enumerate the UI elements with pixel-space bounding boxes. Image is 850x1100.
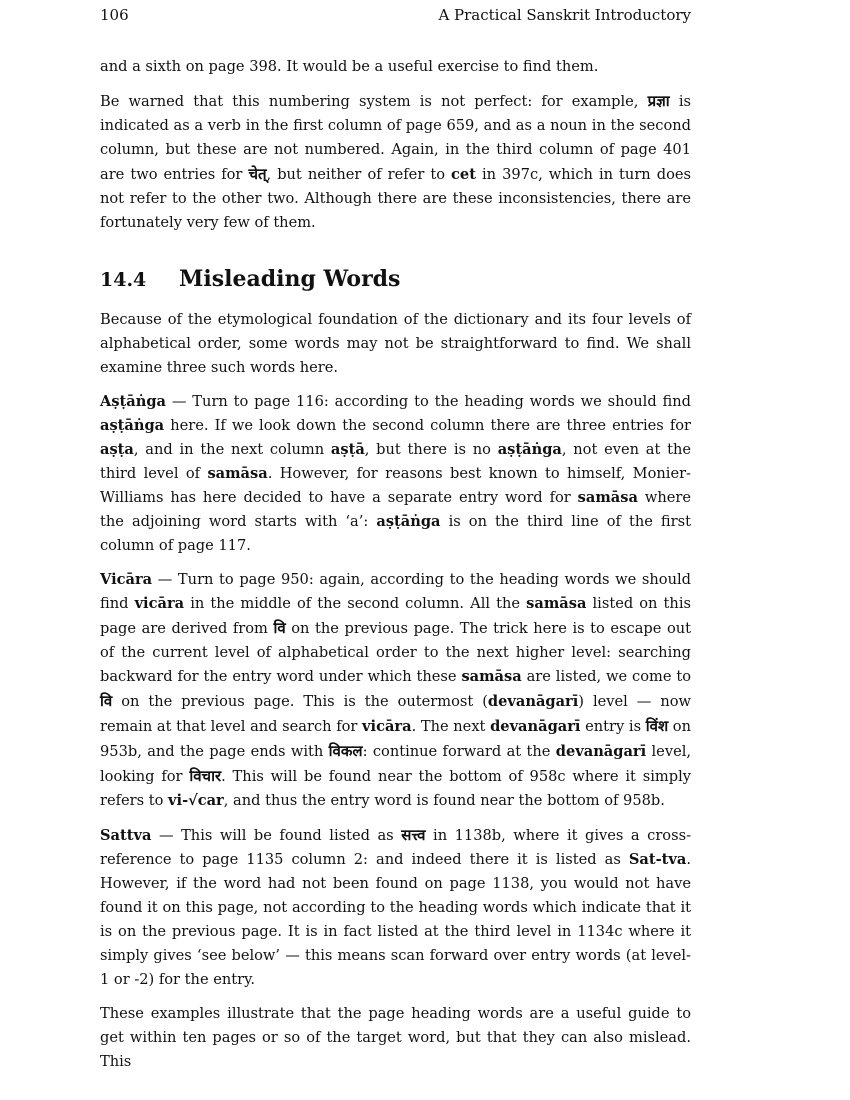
section-heading <box>100 261 691 298</box>
text: : continue forward at the <box>362 743 556 760</box>
bold-term: devanāgarī <box>490 718 581 735</box>
paragraph-sattva <box>100 823 691 992</box>
devanagari-word: प्रज्ञा <box>647 92 670 110</box>
text: on the previous page. This is the outermost ( <box>112 693 488 710</box>
bold-term: Sat-tva <box>628 851 687 868</box>
devanagari-word: सत्त्व <box>401 826 426 844</box>
text: entry is <box>580 718 646 735</box>
text: and a sixth on page 398. It would be a useful exercise to find them. <box>100 58 599 75</box>
text: — Turn to page 950: again, according to the heading words we should find <box>100 571 691 612</box>
running-header <box>100 6 691 26</box>
bold-term: samāsa <box>207 465 268 482</box>
bold-term: aṣṭā <box>330 441 365 458</box>
devanagari-word: विकल <box>328 742 363 760</box>
text: listed on this page are derived from <box>100 595 691 637</box>
bold-term: vi-√car <box>168 792 224 809</box>
section-number: 14.4 <box>100 269 147 291</box>
bold-term: cet <box>451 166 476 183</box>
text: level, looking for <box>100 743 692 785</box>
text: here. If we look down the second column there are three entries for <box>164 417 691 434</box>
paragraph-7 <box>100 1002 691 1074</box>
text: Be warned that this numbering system is not perfect: for example, <box>100 93 648 110</box>
bold-term: devanāgarī <box>555 743 647 760</box>
paragraph-vicara <box>100 568 691 813</box>
text: , but there is no <box>364 441 498 458</box>
text: — Turn to page 116: according to the heading words we should find <box>166 393 691 410</box>
text: , and thus the entry word is found near the bottom of 958b. <box>223 792 665 809</box>
text: — This will be found listed as <box>151 827 402 844</box>
paragraph-2 <box>100 89 691 235</box>
text: is indicated as a verb in the first column of page 659, and as a noun in the second column, but these are not numbered. Again, in the third column of page 401 are two entries for <box>100 93 692 183</box>
entry-term: Sattva <box>100 827 152 844</box>
devanagari-word: चेत् <box>248 165 267 183</box>
bold-term: samāsa <box>526 595 587 612</box>
bold-term: devanāgarī <box>487 693 579 710</box>
text: . However, for reasons best known to himself, Monier-Williams has here decided to have a separate entry word for <box>100 465 691 506</box>
devanagari-word: वि <box>273 619 286 637</box>
paragraph-astanga <box>100 390 691 558</box>
text: where the adjoining word starts with ‘a’: <box>100 489 691 530</box>
bold-term: aṣṭāṅga <box>497 441 562 458</box>
bold-term: vicāra <box>134 595 185 612</box>
devanagari-word: विंश <box>645 717 669 735</box>
text: in 397c, which in turn does not refer to the other two. Although there are these inconsistencies, there are fortunately very few of them. <box>100 166 691 231</box>
text: in 1138b, where it gives a cross-reference to page 1135 column 2: and indeed there it is listed as <box>100 827 691 868</box>
section-title: Misleading Words <box>179 266 401 292</box>
bold-term: aṣṭāṅga <box>100 417 165 434</box>
bold-term: aṣṭa <box>100 441 134 458</box>
text: , and in the next column <box>133 441 331 458</box>
text: ) level — now remain at that level and search for <box>100 693 692 735</box>
text: These examples illustrate that the page heading words are a useful guide to get within ten pages or so of the target word, but that they can also mislead. This <box>100 1005 691 1070</box>
text: are listed, we come to <box>521 668 692 685</box>
text: on 953b, and the page ends with <box>100 718 691 760</box>
entry-term: Vicāra <box>100 571 153 588</box>
devanagari-word: विचार <box>189 767 222 785</box>
text: is on the third line of the first column of page 117. <box>100 513 691 554</box>
text: Because of the etymological foundation of the dictionary and its four levels of alphabetical order, some words may not be straightforward to find. We shall examine three such words here. <box>100 311 691 376</box>
bold-term: vicāra <box>362 718 412 735</box>
page-body <box>100 55 691 1084</box>
text: , not even at the third level of <box>100 441 691 482</box>
text: on the previous page. The trick here is to escape out of the current level of alphabetical order to the next higher level: searching backward for the entry word under which these <box>100 620 691 685</box>
text: . However, if the word had not been found on page 1138, you would not have found it on this page, not according to the heading words which indicate that it is on the previous page. It is in fact listed at the third level in 1134c where it simply gives ‘see below’ — this means scan forward over entry words (at level-1 or -2) for the entry. <box>100 851 691 988</box>
bold-term: samāsa <box>461 668 522 685</box>
text: . This will be found near the bottom of 958c where it simply refers to <box>100 768 691 809</box>
entry-term: Aṣṭāṅga <box>100 393 167 410</box>
text: . The next <box>411 718 491 735</box>
page-number: 106 <box>100 6 129 24</box>
devanagari-word: वि <box>100 692 113 710</box>
text: , but neither of refer to <box>266 166 452 183</box>
paragraph-1 <box>100 55 691 79</box>
text: in the middle of the second column. All the <box>184 595 527 612</box>
bold-term: samāsa <box>577 489 638 506</box>
running-title: A Practical Sanskrit Introductory <box>438 6 691 24</box>
bold-term: aṣṭāṅga <box>376 513 441 530</box>
paragraph-3 <box>100 308 691 380</box>
